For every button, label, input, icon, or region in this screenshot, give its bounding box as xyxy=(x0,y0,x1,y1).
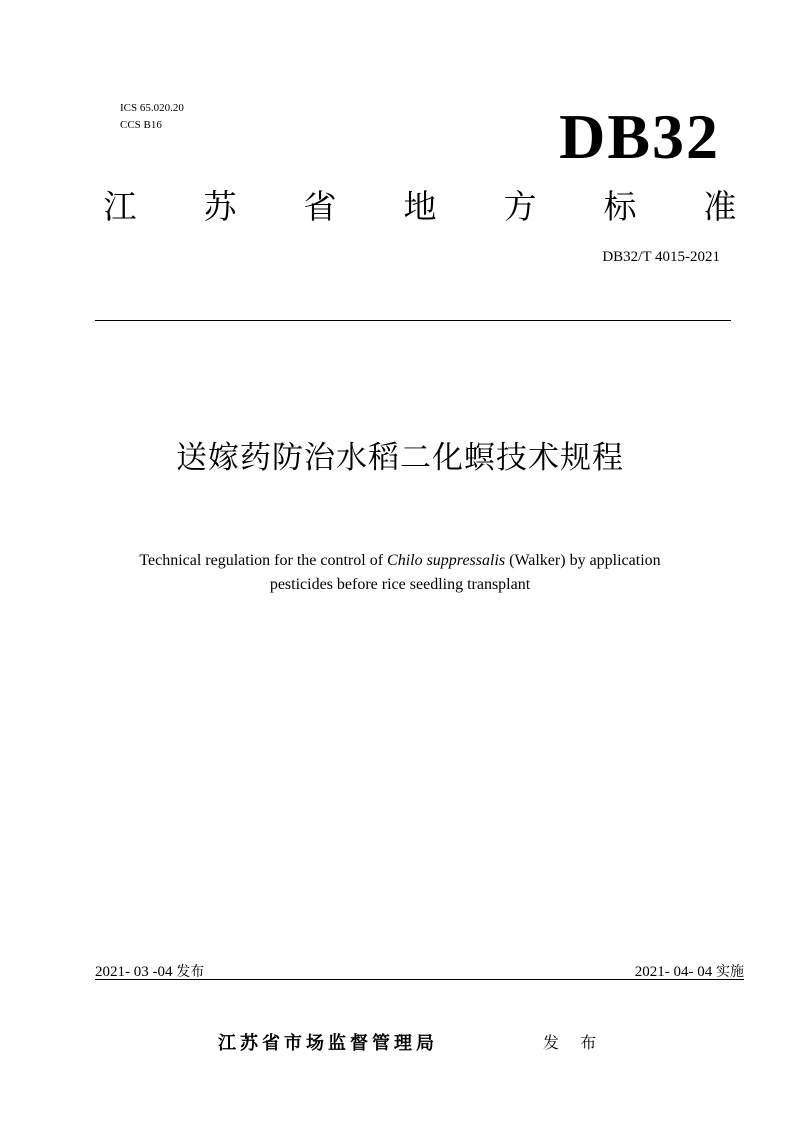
issue-date-block xyxy=(95,961,204,981)
issue-label: 发布 xyxy=(176,964,205,980)
issue-date: 2021- 03 -04 xyxy=(95,964,177,980)
classification-codes xyxy=(120,100,184,134)
standard-type-char: 地 xyxy=(403,187,437,226)
standard-type-char: 方 xyxy=(503,187,537,226)
standard-type-char: 省 xyxy=(303,187,337,226)
document-title-chinese: 送嫁药防治水稻二化螟技术规程 xyxy=(176,440,624,476)
effective-date-block xyxy=(635,961,744,981)
standard-type xyxy=(100,187,740,226)
ics-code: ICS 65.020.20 xyxy=(120,102,184,114)
standard-type-char: 苏 xyxy=(203,187,237,226)
english-title-line-1: Technical regulation for the control of Chilo suppressalis (Walker) by application xyxy=(139,552,661,569)
publisher-name: 江苏省市场监督管理局 xyxy=(218,1033,438,1054)
standard-type-char: 标 xyxy=(603,187,637,226)
effective-label: 实施 xyxy=(716,964,744,980)
english-title-line-2: pesticides before rice seedling transplant xyxy=(269,576,531,593)
publish-label: 发 布 xyxy=(543,1033,605,1052)
standard-code: DB32 xyxy=(559,101,720,172)
ccs-code: CCS B16 xyxy=(120,119,162,131)
standard-number: DB32/T 4015-2021 xyxy=(602,249,720,265)
standard-type-char: 准 xyxy=(703,187,737,226)
effective-date: 2021- 04- 04 xyxy=(634,964,716,980)
document-title-english xyxy=(60,549,740,597)
header-divider xyxy=(95,320,731,321)
species-name: Chilo suppressalis xyxy=(387,552,506,569)
standard-type-char: 江 xyxy=(103,187,137,226)
date-row xyxy=(95,961,744,980)
